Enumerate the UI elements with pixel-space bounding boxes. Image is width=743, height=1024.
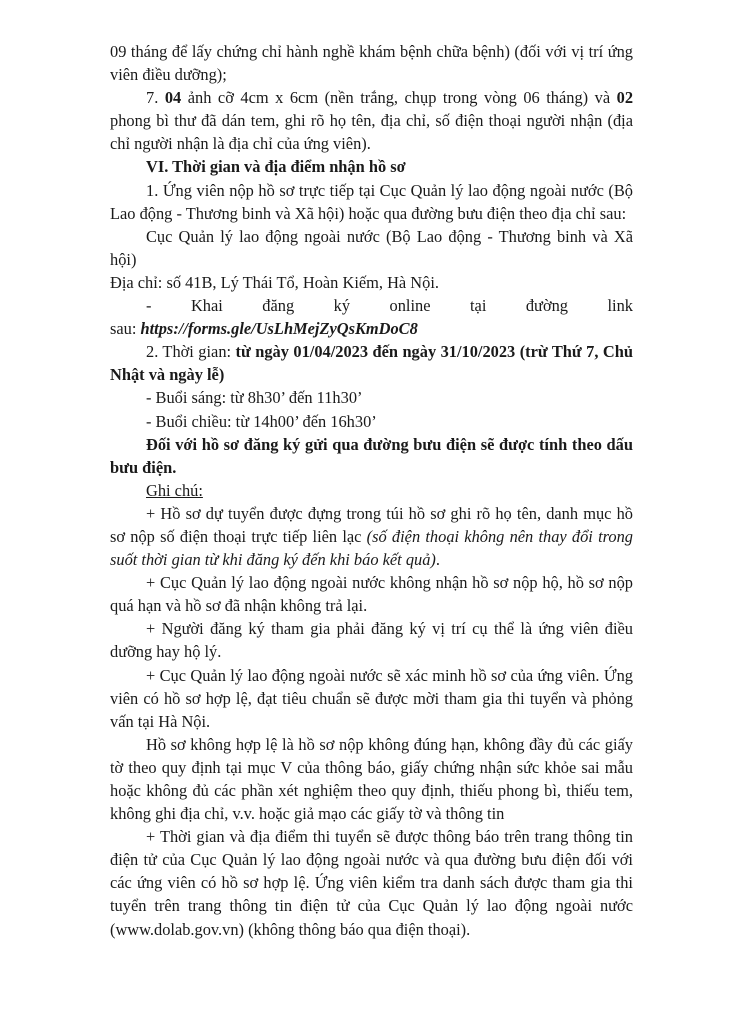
item7-photo-count: 04 [164,88,182,108]
section-heading-text: VI. Thời gian và địa điểm nhận hồ sơ [146,157,406,177]
note-item-position: + Người đăng ký tham gia phải đăng ký vị trí cụ thể là ứng viên điều dưỡng hay hộ lý. [110,619,633,662]
postal-note-text: Đối với hồ sơ đăng ký gửi qua đường bưu điện sẽ được tính theo dấu bưu điện. [110,434,633,477]
paragraph-morning-hours: - Buổi sáng: từ 8h30’ đến 11h30’ [146,388,363,408]
note-item-dossier [110,502,633,571]
link-prefix: sau: [110,319,141,339]
item7-text: ảnh cỡ 4cm x 6cm (nền trắng, chụp trong vòng 06 tháng) và [181,88,617,108]
item7-number: 7. [146,88,165,108]
note-item-exam-announcement: + Thời gian và địa điểm thi tuyển sẽ được thông báo trên trang thông tin điện tử của Cục Quản lý lao động ngoài nước và qua đường bưu điện đối với các ứng viên có hồ sơ hợp lệ. Ứng viên kiểm tra danh sách được tham gia thi tuyển trên trang thông tin điện tử của Cục Quản lý lao động ngoài nước (www.dolab.gov.vn) (không thông báo qua điện thoại). [110,827,633,939]
time-range: từ ngày 01/04/2023 đến ngày 31/10/2023 (trừ Thứ 7, Chủ Nhật và ngày lễ) [110,342,633,385]
item7-text-end: phong bì thư đã dán tem, ghi rõ họ tên, địa chỉ, số điện thoại người nhận (địa chỉ người nhận là địa chỉ của ứng viên). [110,111,633,154]
note-item-verification: + Cục Quản lý lao động ngoài nước sẽ xác minh hồ sơ của ứng viên. Ứng viên có hồ sơ hợp lệ, đạt tiêu chuẩn sẽ được mời tham gia thi tuyển và phỏng vấn tại Hà Nội. [110,665,633,731]
note-item-dossier-end: . [435,550,440,570]
paragraph-postal-note [110,433,633,479]
note-label: Ghi chú: [146,480,203,500]
note-item-not-accepted: + Cục Quản lý lao động ngoài nước không nhận hồ sơ nộp hộ, hồ sơ nộp quá hạn và hồ sơ đã nhận không trả lại. [110,573,633,616]
paragraph-item6-continued: 09 tháng để lấy chứng chỉ hành nghề khám bệnh chữa bệnh) (đối với vị trí ứng viên điều dưỡng); [110,42,633,85]
paragraph-submission: 1. Ứng viên nộp hồ sơ trực tiếp tại Cục Quản lý lao động ngoài nước (Bộ Lao động - Thương binh và Xã hội) hoặc qua đường bưu điện theo địa chỉ sau: [110,180,633,223]
paragraph-link [110,317,633,340]
paragraph-invalid-dossier: Hồ sơ không hợp lệ là hồ sơ nộp không đúng hạn, không đầy đủ các giấy tờ theo quy định tại mục V của thông báo, giấy chứng nhận sức khỏe sai mẫu hoặc không đủ các phần xét nghiệm theo quy định, thiếu phong bì, thiếu tem, không ghi địa chỉ, v.v. hoặc giả mạo các giấy tờ và thông tin [110,734,633,824]
note-item-dossier-text: + Hồ sơ dự tuyển được đựng trong túi hồ sơ ghi rõ họ tên, danh mục hồ sơ nộp số điện thoại trực tiếp liên lạc [110,503,633,546]
paragraph-address: Địa chỉ: số 41B, Lý Thái Tổ, Hoàn Kiếm, Hà Nội. [110,272,439,292]
section-heading-vi [110,155,633,178]
note-item-dossier-italic: (số điện thoại không nên thay đổi trong suốt thời gian từ khi đăng ký đến khi báo kết quả) [110,526,633,570]
paragraph-agency-name: Cục Quản lý lao động ngoài nước (Bộ Lao động - Thương binh và Xã hội) [110,226,633,269]
registration-link[interactable]: https://forms.gle/UsLhMejZyQsKmDoC8 [140,319,418,339]
note-label-line [110,479,633,502]
time-label: 2. Thời gian: [146,342,236,362]
paragraph-online-registration: - Khai đăng ký online tại đường link [146,296,633,316]
paragraph-item7 [110,86,633,155]
item7-envelope-count: 02 [616,88,634,108]
paragraph-afternoon-hours: - Buổi chiều: từ 14h00’ đến 16h30’ [146,411,377,431]
paragraph-time [110,340,633,386]
